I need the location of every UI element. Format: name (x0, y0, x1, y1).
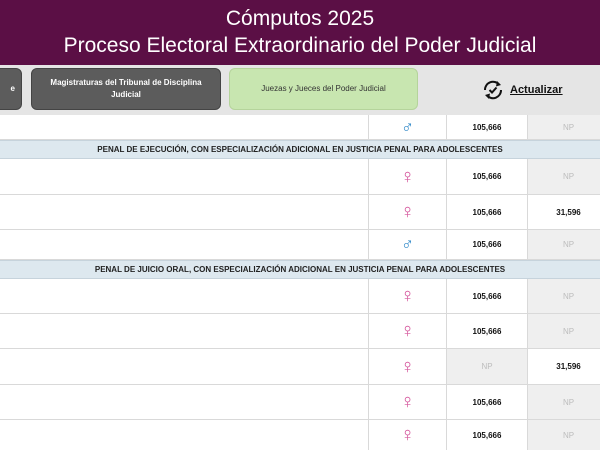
vote-count: 105,666 (447, 230, 528, 259)
female-icon: ♀ (400, 320, 415, 342)
vote-count: 31,596 (556, 207, 581, 217)
section-header: PENAL DE JUICIO ORAL, CON ESPECIALIZACIÓN ADICIONAL EN JUSTICIA PENAL PARA ADOLESCENTES (0, 260, 600, 279)
nav-button-partial[interactable]: e (0, 68, 22, 110)
vote-count: 105,666 (447, 195, 528, 229)
vote-count: 105,666 (447, 115, 528, 139)
refresh-button[interactable] (480, 75, 563, 105)
vote-count: 105,666 (447, 314, 528, 348)
refresh-label: Actualizar (510, 84, 563, 96)
vote-count-np: NP (528, 314, 600, 348)
female-icon: ♀ (400, 285, 415, 307)
table-row (0, 420, 600, 450)
table-row (0, 314, 600, 349)
vote-count: 31,596 (556, 362, 581, 371)
female-icon: ♀ (400, 165, 415, 188)
vote-count: 105,666 (447, 420, 528, 450)
table-row (0, 230, 600, 260)
section-header: PENAL DE EJECUCIÓN, CON ESPECIALIZACIÓN ADICIONAL EN JUSTICIA PENAL PARA ADOLESCENTES (0, 140, 600, 159)
table-row (0, 349, 600, 385)
vote-count-np: NP (528, 230, 600, 259)
female-icon: ♀ (400, 391, 415, 413)
vote-count: 105,666 (447, 159, 528, 194)
vote-count-np: NP (528, 385, 600, 419)
vote-count: 105,666 (447, 385, 528, 419)
vote-count-np: NP (447, 349, 528, 384)
vote-count-np: NP (528, 420, 600, 450)
table-row (0, 195, 600, 230)
nav-button-tribunal-disciplina[interactable]: Magistraturas del Tribunal de Disciplina Judicial (31, 68, 221, 110)
female-icon: ♀ (400, 424, 415, 446)
table-row (0, 385, 600, 420)
female-icon: ♀ (400, 355, 415, 378)
female-icon: ♀ (400, 201, 415, 223)
app-header (0, 0, 600, 65)
vote-count-np: NP (528, 159, 600, 194)
vote-count-np: NP (528, 279, 600, 313)
male-icon: ♂ (401, 235, 414, 254)
vote-count-np: NP (528, 115, 600, 139)
table-row (0, 115, 600, 140)
table-row (0, 159, 600, 195)
refresh-icon (480, 77, 506, 103)
page-title: Cómputos 2025 (225, 7, 375, 30)
nav-bar (0, 65, 600, 115)
vote-count: 105,666 (447, 279, 528, 313)
results-table (0, 115, 600, 450)
male-icon: ♂ (401, 117, 414, 137)
table-row (0, 279, 600, 314)
nav-button-juezas-jueces[interactable]: Juezas y Jueces del Poder Judicial (229, 68, 418, 110)
page-subtitle: Proceso Electoral Extraordinario del Poder Judicial (63, 34, 537, 57)
